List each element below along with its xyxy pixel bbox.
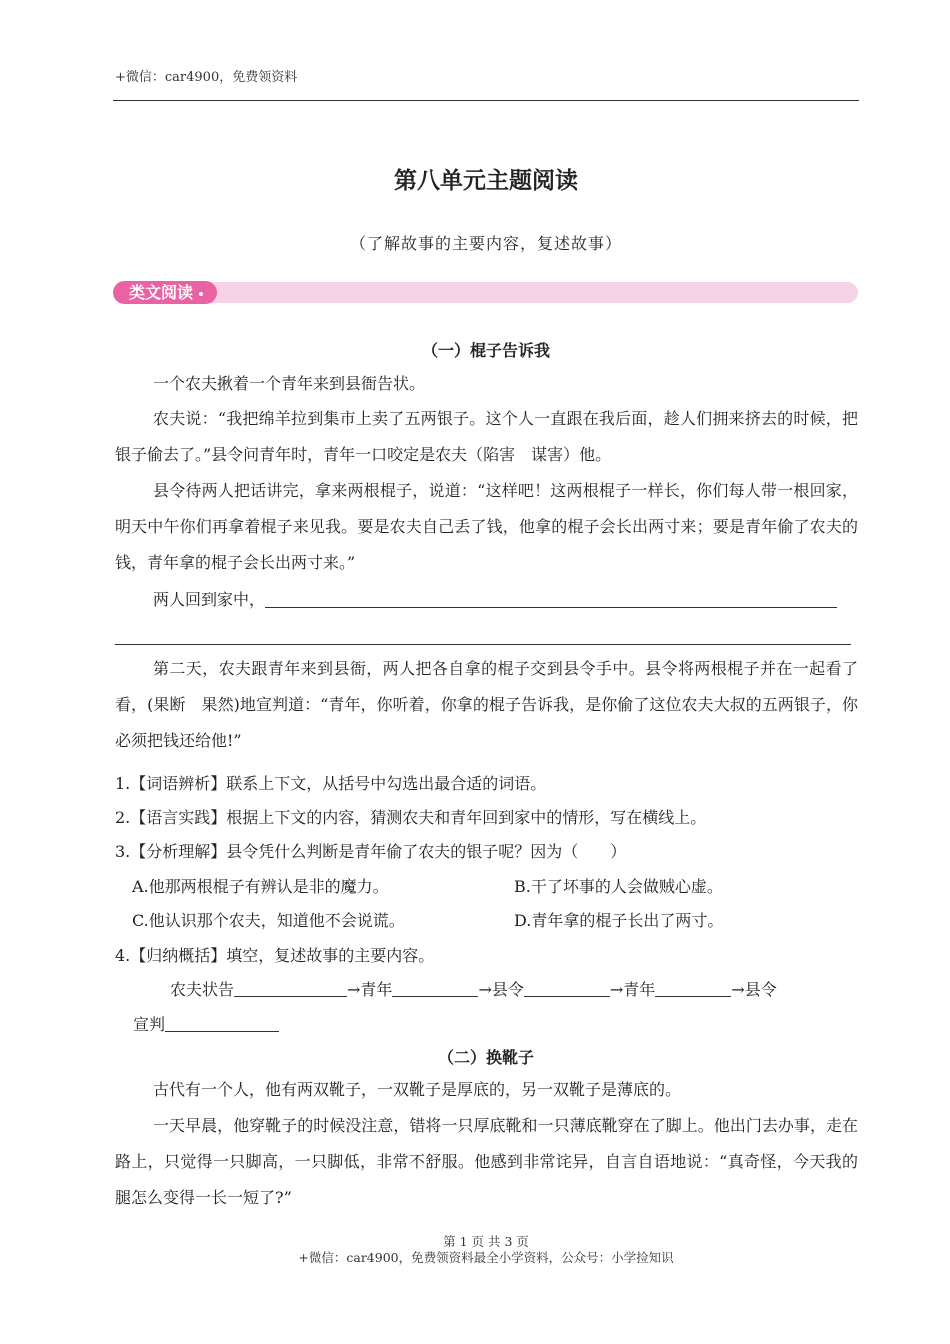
summary-flow [170,977,777,1000]
question-2: 2.【语言实践】根据上下文的内容，猜测农夫和青年回到家中的情形，写在横线上。 [115,808,707,827]
page-title: 第八单元主题阅读 [394,168,578,194]
question-4: 4.【归纳概括】填空，复述故事的主要内容。 [115,946,435,965]
dot-icon [199,292,203,296]
header-divider [113,100,859,101]
option-b[interactable]: B.干了坏事的人会做贼心虚。 [514,877,723,896]
summary-flow-line-2 [133,1012,279,1035]
story1-paragraph-5: 第二天，农夫跟青年来到县衙，两人把各自拿的棍子交到县令手中。县令将两根棍子并在一起看了看，(果断 果然)地宣判道：“青年，你听着，你拿的棍子告诉我，是你偷了这位农夫大叔的五两银子，你必须把钱还给他!” [115,659,858,750]
flow-step-1: 农夫状告 [170,980,235,999]
story1-paragraph-3: 县令待两人把话讲完，拿来两根棍子，说道：“这样吧！这两根棍子一样长，你们每人带一根回家，明天中午你们再拿着棍子来见我。要是农夫自己丢了钱，他拿的棍子会长出两寸来；要是青年偷了农夫的钱，青年拿的棍子会长出两寸来。” [115,481,858,572]
answer-blank-line-2[interactable] [115,644,851,645]
answer-blank-line[interactable] [265,589,837,608]
flow-blank-3[interactable] [524,980,610,997]
section-badge-label: 类文阅读 [129,283,194,302]
story1-paragraph-4-text: 两人回到家中， [153,590,266,609]
story1-paragraph-4 [115,582,858,618]
option-d[interactable]: D.青年拿的棍子长出了两寸。 [514,911,724,930]
flow-blank-5[interactable] [165,1015,279,1032]
flow-step-3: →县令 [478,980,524,999]
story2-paragraph-2: 一天早晨，他穿靴子的时候没注意，错将一只厚底靴和一只薄底靴穿在了脚上。他出门去办事，走在路上，只觉得一只脚高，一只脚低，非常不舒服。他感到非常诧异，自言自语地说：“真奇怪，今天我的腿怎么变得一长一短了?” [115,1116,858,1207]
story2-paragraph-1: 古代有一个人，他有两双靴子，一双靴子是厚底的，另一双靴子是薄底的。 [153,1080,682,1099]
page-number: 第 1 页 共 3 页 [443,1234,529,1249]
flow-blank-2[interactable] [392,980,478,997]
flow-blank-4[interactable] [655,980,731,997]
option-c[interactable]: C.他认识那个农夫，知道他不会说谎。 [132,911,405,930]
page-header: +微信：car4900，免费领资料 [115,70,298,85]
story2-heading: （二）换靴子 [437,1048,534,1067]
page-footer: +微信：car4900，免费领资料最全小学资料，公众号：小学捡知识 [298,1250,674,1265]
flow-step-5: →县令 [731,980,777,999]
flow-step-2: →青年 [347,980,393,999]
question-1: 1.【词语辨析】联系上下文，从括号中勾选出最合适的词语。 [115,774,547,793]
story1-heading: （一）棍子告诉我 [421,341,550,360]
flow-step-6: 宣判 [133,1015,166,1034]
option-a[interactable]: A.他那两根棍子有辨认是非的魔力。 [132,877,389,896]
story1-paragraph-1: 一个农夫揪着一个青年来到县衙告状。 [153,374,426,393]
page-subtitle: （了解故事的主要内容，复述故事） [349,234,622,253]
section-banner [113,282,858,303]
flow-blank-1[interactable] [234,980,347,997]
flow-step-4: →青年 [609,980,656,999]
story1-paragraph-2: 农夫说：“我把绵羊拉到集市上卖了五两银子。这个人一直跟在我后面，趁人们拥来挤去的时候，把银子偷去了。”县令问青年时，青年一口咬定是农夫（陷害 谋害）他。 [115,409,858,464]
section-badge [113,281,217,304]
question-3: 3.【分析理解】县令凭什么判断是青年偷了农夫的银子呢？因为（ ） [115,842,627,861]
